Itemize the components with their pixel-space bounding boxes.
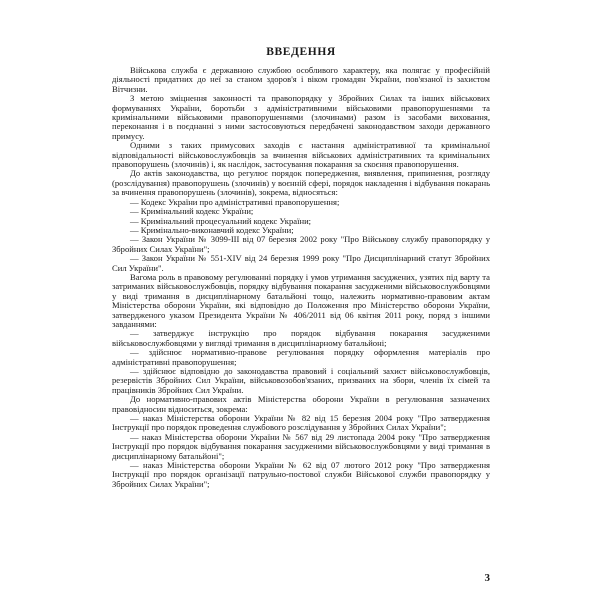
list-item-law: — Кримінальний кодекс України;	[130, 206, 254, 217]
paragraph-liability: Одними з таких примусових заходів є настання адміністративної та кримінальної відповідальності військовослужбовців за вчинення військових адміністративних та кримінальних правопорушень (злочинів) і, як наслідок, застосування покарання за скоєння правопорушення.	[112, 140, 490, 170]
list-item-law: — Кримінальний процесуальний кодекс України;	[130, 215, 312, 226]
page-title: ВВЕДЕННЯ	[266, 46, 336, 58]
list-item-order: — наказ Міністерства оборони України № 62 від 07 лютого 2012 року "Про затвердження Інструкції про порядок організації патрульно-постової служби Військової служби правопорядку у Збройних Силах України";	[112, 460, 490, 489]
page-number: 3	[484, 572, 490, 584]
paragraph-intro: Військова служба є державною службою особливого характеру, яка полягає у професійній діяльності придатних до неї за станом здоров'я і віком громадян України, пов'язаної із захистом Вітчизни.	[112, 65, 490, 94]
paragraph-role: Вагома роль в правовому регулюванні порядку і умов утримання засуджених, узятих під варту та затриманих військовослужбовців, порядку відбування покарання засудженими військовослужбовцями у виді тримання в дисциплінарному батальйоні тощо, належить нормативно-правовим актам Міністерства оборони України, які відповідно до Положення про Міністерство оборони України, затвердженого указом Президента України № 406/2011 від 06 квітня 2011 року, поряд з іншими завданнями:	[112, 271, 490, 329]
body-text	[112, 66, 490, 489]
document-page	[112, 0, 490, 600]
list-item-law: — Закон України № 551-XIV від 24 березня 1999 року "Про Дисциплінарний статут Збройних Сил України".	[112, 253, 490, 273]
list-item-task: — затверджує інструкцію про порядок відбування покарання засудженими військовослужбовцями у вигляді тримання в дисциплінарному батальйоні;	[112, 328, 490, 348]
list-item-order: — наказ Міністерства оборони України № 567 від 29 листопада 2004 року "Про затвердження Інструкції про порядок відбування покарання засудженими військовослужбовцями у виді тримання в дисциплінарному батальйоні";	[112, 431, 490, 461]
list-item-law: — Закон України № 3099-III від 07 березня 2002 року "Про Військову службу правопорядку у Збройних Силах України";	[112, 234, 490, 254]
list-item-order: — наказ Міністерства оборони України № 82 від 15 березня 2004 року "Про затвердження Інструкції про порядок проведення службового розслідування у Збройних Силах України";	[112, 413, 490, 433]
paragraph-acts: До нормативно-правових актів Міністерства оборони України в регулювання зазначених правовідносин відноситься, зокрема:	[112, 394, 490, 414]
paragraph-purpose: З метою зміцнення законності та правопорядку у Збройних Силах та інших військових формуваннях України, боротьби з адміністративними військовими правопорушеннями та кримінальними військовими правопорушеннями (злочинами) разом із засобами виховання, переконання і в поєднанні з ними застосовуються передбачені законодавством заходи державного примусу.	[112, 93, 490, 141]
list-item-law: — Кодекс України про адміністративні правопорушення;	[130, 196, 340, 207]
list-item-task: — здійснює відповідно до законодавства правовий і соціальний захист військовослужбовців, резервістів Збройних Сил України, військовозобов'язаних, призваних на збори, членів їх сімей та працівників Збройних Сил України.	[112, 366, 490, 395]
paragraph-legislation: До актів законодавства, що регулює порядок попередження, виявлення, припинення, розгляду (розслідування) правопорушень (злочинів) у воєнній сфері, порядок накладення і відбування покарань за вчинення правопорушень (злочинів), зокрема, відносяться:	[112, 168, 490, 198]
list-item-law: — Кримінально-виконавчий кодекс України;	[130, 224, 294, 235]
list-item-task: — здійснює нормативно-правове регулювання порядку оформлення матеріалів про адміністративні правопорушення;	[112, 347, 490, 367]
